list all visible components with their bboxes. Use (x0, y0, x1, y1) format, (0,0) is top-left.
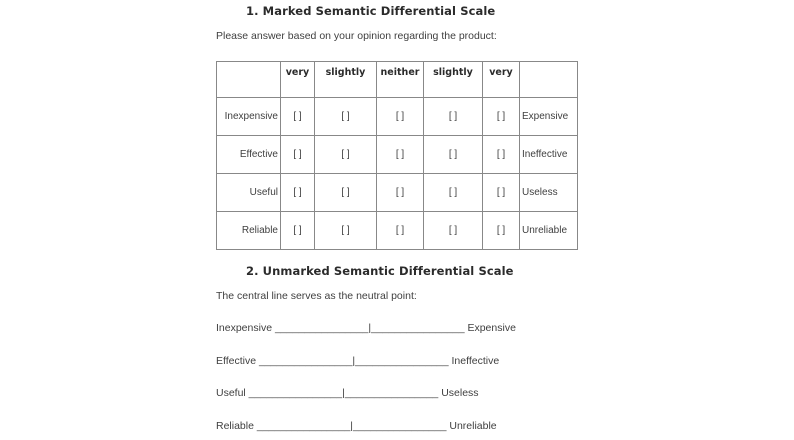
header-empty-left (217, 62, 281, 98)
section1-heading: 1. Marked Semantic Differential Scale (246, 4, 496, 18)
scale-checkbox[interactable]: [ ] (424, 212, 483, 250)
section2-instruction: The central line serves as the neutral point: (216, 290, 417, 302)
scale-checkbox[interactable]: [ ] (315, 212, 377, 250)
scale-checkbox[interactable]: [ ] (377, 174, 424, 212)
scale-checkbox[interactable]: [ ] (377, 136, 424, 174)
scale-checkbox[interactable]: [ ] (424, 98, 483, 136)
scale-checkbox[interactable]: [ ] (483, 174, 520, 212)
header-very-left: very (281, 62, 315, 98)
scale-checkbox[interactable]: [ ] (424, 174, 483, 212)
table-row (217, 174, 578, 212)
table-row (217, 98, 578, 136)
table-row (217, 136, 578, 174)
scale-checkbox[interactable]: [ ] (424, 136, 483, 174)
unmarked-scale-line-effective: Effective ________________|________________ Ineffective (216, 355, 500, 367)
scale-checkbox[interactable]: [ ] (483, 212, 520, 250)
scale-checkbox[interactable]: [ ] (483, 98, 520, 136)
right-pole-label: Unreliable (520, 212, 578, 250)
left-pole-label: Reliable (217, 212, 281, 250)
section1-instruction: Please answer based on your opinion regarding the product: (216, 30, 497, 42)
marked-scale-table (216, 61, 578, 250)
scale-checkbox[interactable]: [ ] (483, 136, 520, 174)
right-pole-label: Expensive (520, 98, 578, 136)
table-row (217, 212, 578, 250)
right-pole-label: Ineffective (520, 136, 578, 174)
table-header-row (217, 62, 578, 98)
left-pole-label: Useful (217, 174, 281, 212)
left-pole-label: Effective (217, 136, 281, 174)
scale-checkbox[interactable]: [ ] (281, 212, 315, 250)
right-pole-label: Useless (520, 174, 578, 212)
unmarked-scale-line-inexpensive: Inexpensive ________________|________________ Expensive (216, 322, 516, 334)
section2-heading: 2. Unmarked Semantic Differential Scale (246, 264, 514, 278)
unmarked-scale-line-reliable: Reliable ________________|________________ Unreliable (216, 420, 497, 432)
header-slightly-left: slightly (315, 62, 377, 98)
header-empty-right (520, 62, 578, 98)
header-slightly-right: slightly (424, 62, 483, 98)
unmarked-scale-line-useful: Useful ________________|________________ Useless (216, 387, 479, 399)
left-pole-label: Inexpensive (217, 98, 281, 136)
scale-checkbox[interactable]: [ ] (315, 174, 377, 212)
header-very-right: very (483, 62, 520, 98)
scale-checkbox[interactable]: [ ] (281, 98, 315, 136)
header-neither: neither (377, 62, 424, 98)
scale-checkbox[interactable]: [ ] (315, 136, 377, 174)
scale-checkbox[interactable]: [ ] (315, 98, 377, 136)
scale-checkbox[interactable]: [ ] (377, 98, 424, 136)
scale-checkbox[interactable]: [ ] (281, 174, 315, 212)
scale-checkbox[interactable]: [ ] (281, 136, 315, 174)
scale-checkbox[interactable]: [ ] (377, 212, 424, 250)
